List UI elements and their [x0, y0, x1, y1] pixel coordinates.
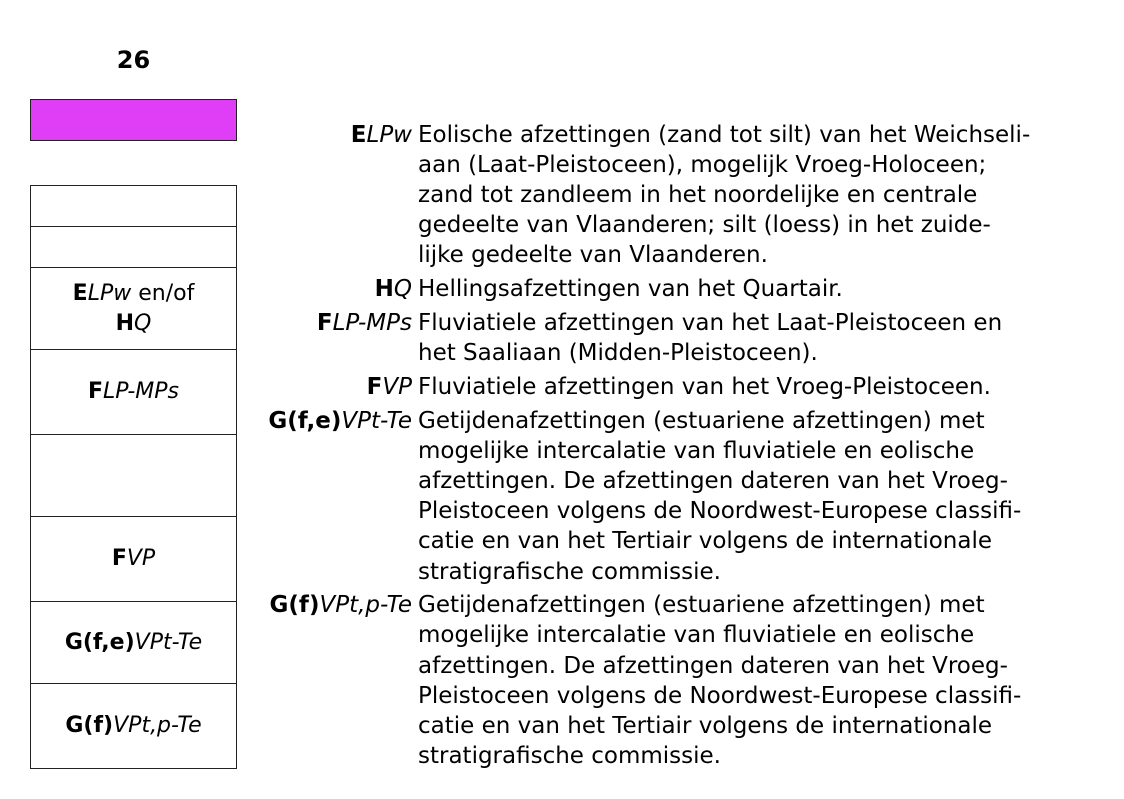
legend-code: G(f,e)VPt-Te	[268, 408, 412, 435]
column-number: 26	[116, 46, 151, 74]
legend-code: HQ	[374, 276, 412, 303]
column-cell-5	[31, 435, 236, 517]
legend-description: Getijdenafzettingen (estuariene afzettingen) met mogelijke intercalatie van fluviatiele en eolische afzettingen. De afzettingen dateren van het Vroeg- Pleistoceen volgens de Noordwest-Europese classifi- catie en van het Tertiair volgens de internationale stratigrafische commissie.	[418, 592, 1022, 769]
column-cell-fvp	[31, 517, 236, 602]
legend-entry-gf-vptp-te	[240, 590, 1120, 771]
legend-entry-flp-mps	[240, 308, 1120, 368]
legend-code: FVP	[366, 374, 412, 401]
legend-entry-fvp	[240, 372, 1120, 402]
cell-label: FVP	[111, 546, 156, 571]
column-cell-gf-vptp-te	[31, 684, 236, 768]
color-swatch	[30, 99, 237, 141]
legend-code: G(f)VPt,p-Te	[269, 592, 412, 619]
legend-description: Fluviatiele afzettingen van het Laat-Pleistoceen en het Saaliaan (Midden-Pleistoceen).	[418, 310, 1003, 367]
stratigraphic-column	[30, 185, 237, 769]
column-cell-gfe-vpt-te	[31, 602, 236, 684]
cell-label-line-1: ELPw en/of	[72, 280, 195, 306]
column-cell-1	[31, 186, 236, 227]
legend-description: Fluviatiele afzettingen van het Vroeg-Pleistoceen.	[418, 374, 991, 401]
legend-entry-elpw	[240, 120, 1120, 270]
legend-description: Hellingsafzettingen van het Quartair.	[418, 276, 843, 303]
legend-entry-gfe-vpt-te	[240, 406, 1120, 587]
legend	[240, 120, 1120, 771]
column-cell-flp-mps	[31, 350, 236, 435]
column-cell-elpw-hq	[31, 268, 236, 350]
cell-label: FLP-MPs	[88, 379, 179, 404]
legend-description: Eolische afzettingen (zand tot silt) van het Weichseli- aan (Laat-Pleistoceen), mogelijk Vroeg-Holoceen; zand tot zandleem in het noordelijke en centrale gedeelte van Vlaanderen; silt (loess) in het zuide- lijke gedeelte van Vlaanderen.	[418, 122, 1031, 269]
cell-label: G(f)VPt,p-Te	[65, 713, 202, 738]
cell-label: G(f,e)VPt-Te	[64, 629, 203, 655]
legend-description: Getijdenafzettingen (estuariene afzettingen) met mogelijke intercalatie van fluviatiele en eolische afzettingen. De afzettingen dateren van het Vroeg- Pleistoceen volgens de Noordwest-Europese classifi- catie en van het Tertiair volgens de internationale stratigrafische commissie.	[418, 408, 1022, 585]
legend-code: FLP-MPs	[316, 310, 412, 337]
cell-label-line-2: HQ	[115, 310, 152, 336]
legend-code: ELPw	[350, 122, 412, 148]
column-cell-2	[31, 227, 236, 268]
legend-entry-hq	[240, 274, 1120, 304]
